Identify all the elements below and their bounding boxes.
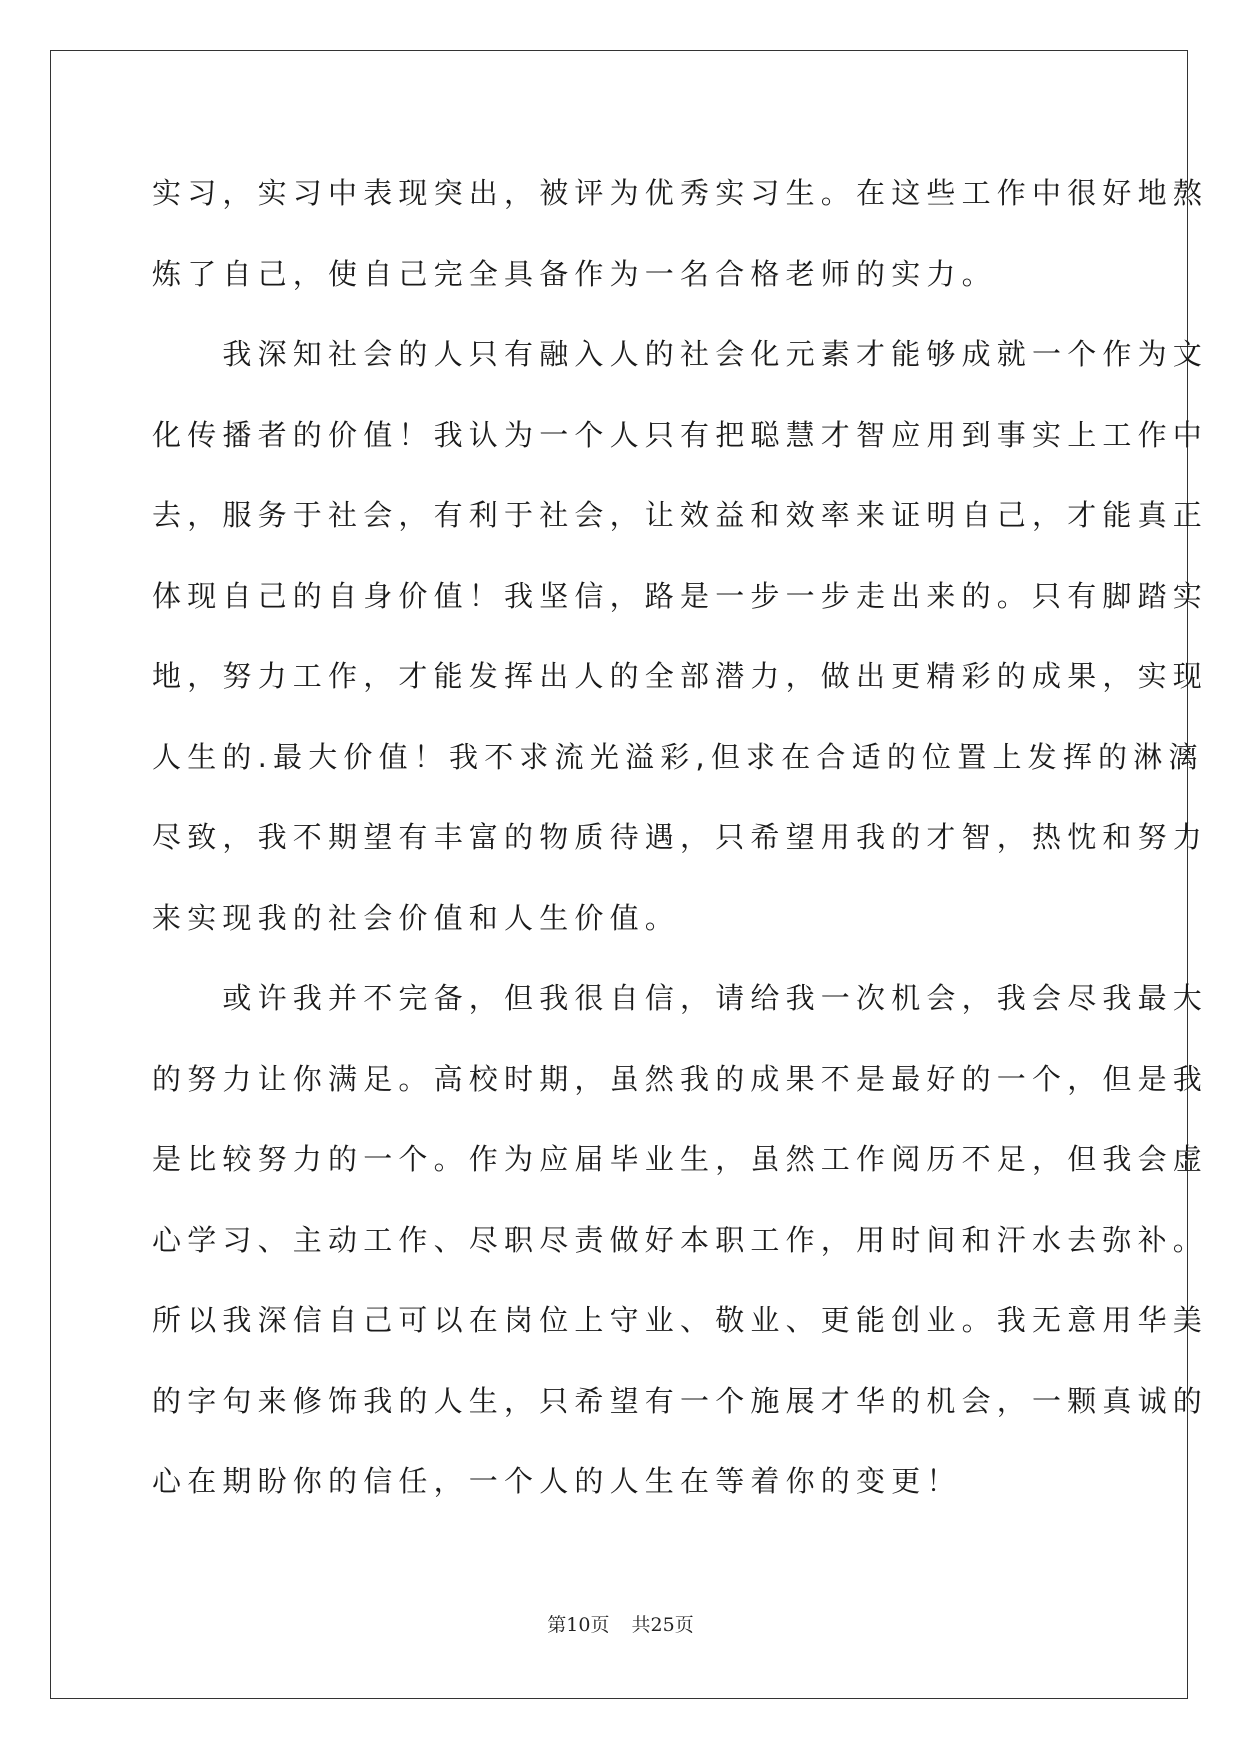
document-body	[152, 166, 1209, 1535]
text-line: 心在期盼你的信任，一个人的人生在等着你的变更！	[152, 1464, 962, 1498]
page-total: 共25页	[631, 1614, 694, 1636]
page-footer	[0, 1610, 1241, 1637]
text-line: 的努力让你满足。高校时期，虽然我的成果不是最好的一个，但是我	[152, 1061, 1209, 1096]
text-line: 心学习、主动工作、尽职尽责做好本职工作，用时间和汗水去弥补。	[152, 1222, 1209, 1257]
text-line: 所以我深信自己可以在岗位上守业、敬业、更能创业。我无意用华美	[152, 1303, 1209, 1337]
text-line: 地，努力工作，才能发挥出人的全部潜力，做出更精彩的成果，实现	[152, 659, 1209, 693]
text-line: 来实现我的社会价值和人生价值。	[152, 900, 681, 935]
text-line: 实习，实习中表现突出，被评为优秀实习生。在这些工作中很好地熬	[152, 176, 1209, 210]
text-line: 体现自己的自身价值！我坚信，路是一步一步走出来的。只有脚踏实	[152, 578, 1209, 613]
text-line: 是比较努力的一个。作为应届毕业生，虽然工作阅历不足，但我会虚	[152, 1142, 1209, 1176]
text-line: 或许我并不完备，但我很自信，请给我一次机会，我会尽我最大	[152, 981, 1209, 1015]
text-line: 化传播者的价值！我认为一个人只有把聪慧才智应用到事实上工作中	[152, 417, 1209, 452]
text-line: 的字句来修饰我的人生，只希望有一个施展才华的机会，一颗真诚的	[152, 1383, 1209, 1418]
text-line: 炼了自己，使自己完全具备作为一名合格老师的实力。	[152, 256, 997, 291]
text-line: 尽致，我不期望有丰富的物质待遇，只希望用我的才智，热忱和努力	[152, 820, 1209, 854]
text-line: 去，服务于社会，有利于社会，让效益和效率来证明自己，才能真正	[152, 498, 1209, 532]
page-number: 第10页	[547, 1614, 610, 1636]
text-line: 人生的.最大价值！我不求流光溢彩,但求在合适的位置上发挥的淋漓	[152, 739, 1204, 774]
text-line: 我深知社会的人只有融入人的社会化元素才能够成就一个作为文	[152, 337, 1209, 371]
